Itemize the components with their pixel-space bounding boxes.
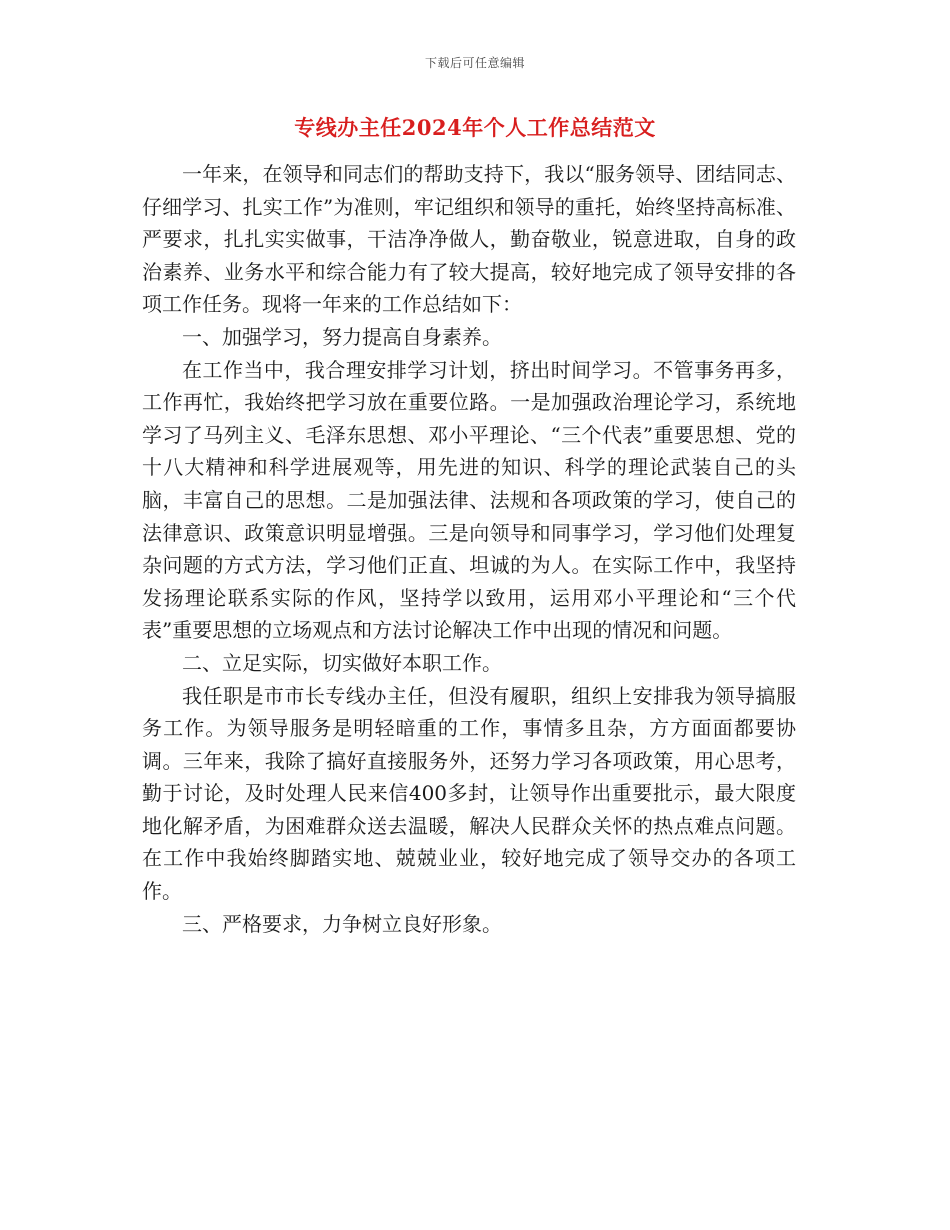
document-body <box>142 158 796 940</box>
section-heading-1: 一、加强学习，努力提高自身素养。 <box>182 324 502 349</box>
paragraph-duties: 我任职是市市长专线办主任，但没有履职，组织上安排我为领导搞服务工作。为领导服务是明轻暗重的工作，事情多且杂，方方面面都要协调。三年来，我除了搞好直接服务外，还努力学习各项政策，用心思考，勤于讨论，及时处理人民来信400多封，让领导作出重要批示，最大限度地化解矛盾，为困难群众送去温暖，解决人民群众关怀的热点难点问题。在工作中我始终脚踏实地、兢兢业业，较好地完成了领导交办的各项工作。 <box>142 683 796 904</box>
section-heading-3: 三、严格要求，力争树立良好形象。 <box>182 911 502 936</box>
paragraph-study: 在工作当中，我合理安排学习计划，挤出时间学习。不管事务再多，工作再忙，我始终把学习放在重要位路。一是加强政治理论学习，系统地学习了马列主义、毛泽东思想、邓小平理论、“三个代表”重要思想、党的十八大精神和科学进展观等，用先进的知识、科学的理论武装自己的头脑，丰富自己的思想。二是加强法律、法规和各项政策的学习，使自己的法律意识、政策意识明显增强。三是向领导和同事学习，学习他们处理复杂问题的方式方法，学习他们正直、坦诚的为人。在实际工作中，我坚持发扬理论联系实际的作风，坚持学以致用，运用邓小平理论和“三个代表”重要思想的立场观点和方法讨论解决工作中出现的情况和问题。 <box>142 357 796 643</box>
document-title: 专线办主任2024年个人工作总结范文 <box>294 115 656 140</box>
header-note: 下载后可任意编辑 <box>424 56 525 70</box>
paragraph-intro: 一年来，在领导和同志们的帮助支持下，我以“服务领导、团结同志、仔细学习、扎实工作”为准则，牢记组织和领导的重托，始终坚持高标准、严要求，扎扎实实做事，干洁净净做人，勤奋敬业，锐意进取，自身的政治素养、业务水平和综合能力有了较大提高，较好地完成了领导安排的各项工作任务。现将一年来的工作总结如下： <box>142 162 796 317</box>
section-heading-2: 二、立足实际，切实做好本职工作。 <box>182 650 502 675</box>
